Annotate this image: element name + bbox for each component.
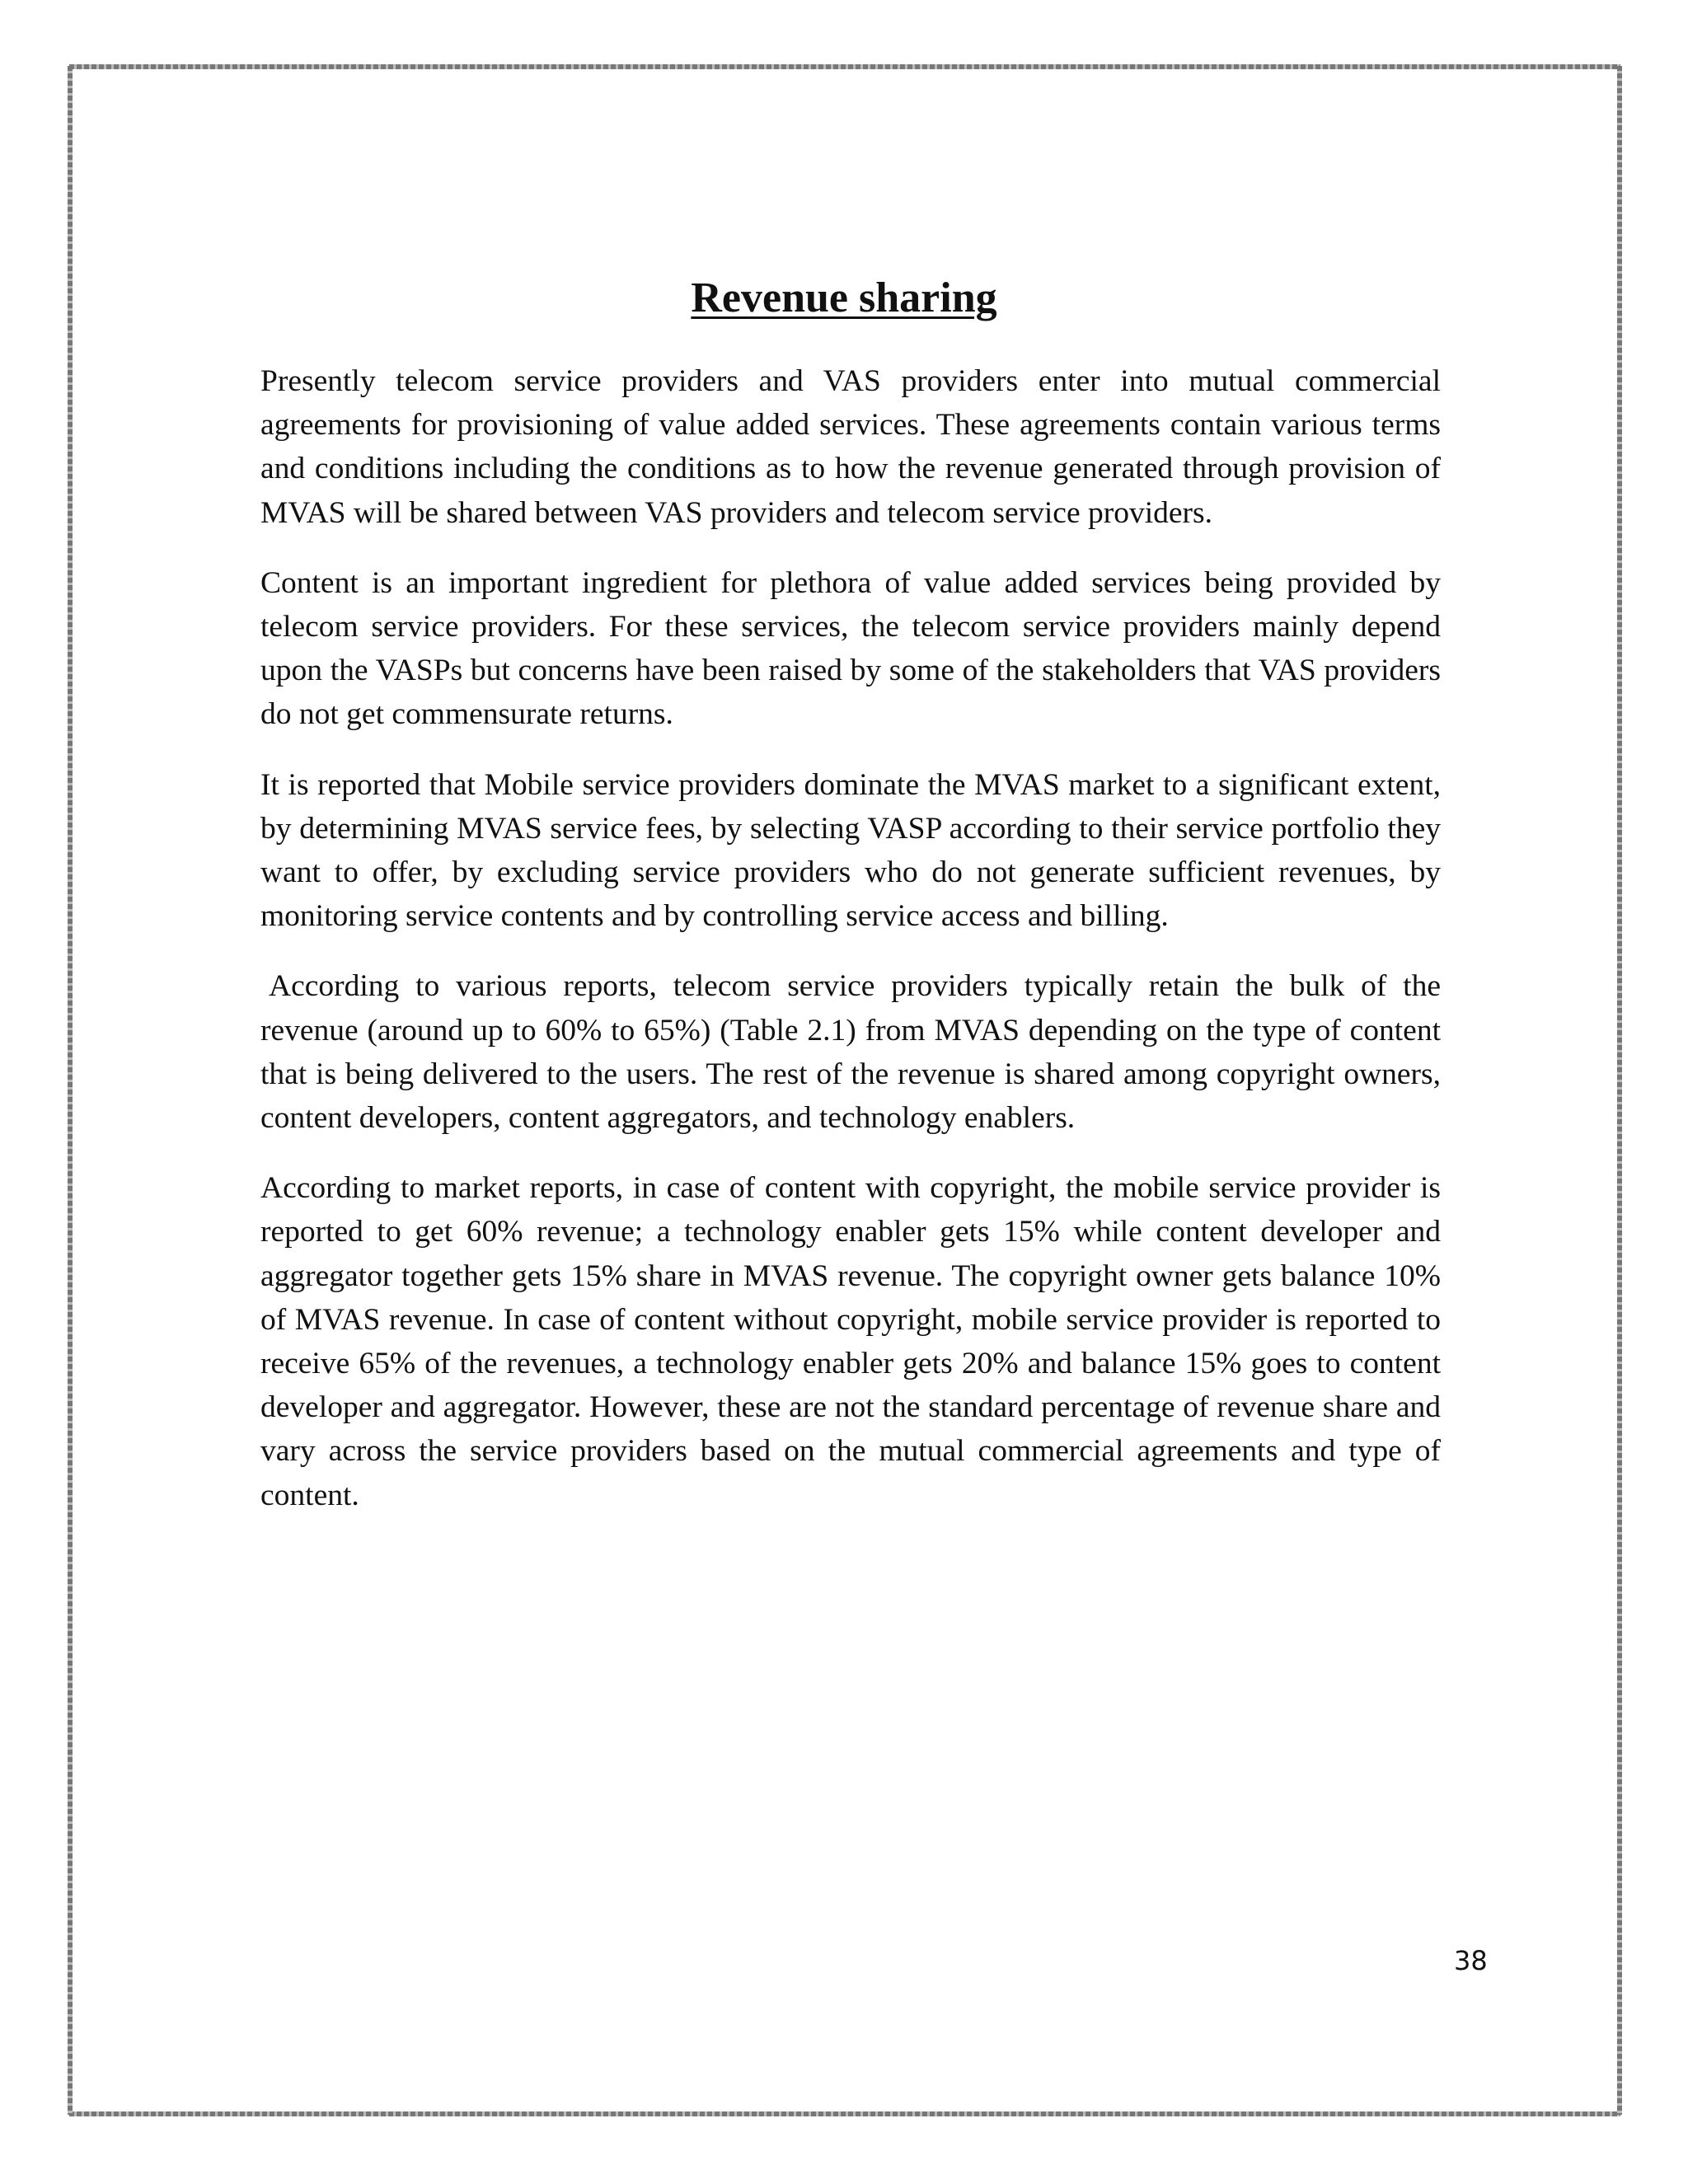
page-border-left	[68, 66, 73, 2115]
page-border-bottom	[69, 2111, 1620, 2116]
page-border-right	[1617, 66, 1622, 2115]
paragraph-5: According to market reports, in case of content with copyright, the mobile service provider is reported to get 60% revenue; a technology enabler gets 15% while content developer and aggregator together gets 15% share in MVAS revenue. The copyright owner gets balance 10% of MVAS revenue. In case of content without copyright, mobile service provider is reported to receive 65% of the revenues, a technology enabler gets 20% and balance 15% goes to content developer and aggregator. However, these are not the standard percentage of revenue share and vary across the service providers based on the mutual commercial agreements and type of content.	[260, 1171, 1441, 1512]
paragraph-4: According to various reports, telecom service providers typically retain the bulk of the revenue (around up to 60% to 65%) (Table 2.1) from MVAS depending on the type of content that is being delivered to the users. The rest of the revenue is shared among copyright owners, content developers, content aggregators, and technology enablers.	[260, 969, 1441, 1136]
page-title: Revenue sharing	[691, 274, 997, 321]
document-body	[260, 359, 1441, 1544]
paragraph-1: Presently telecom service providers and VAS providers enter into mutual commercial agreements for provisioning of value added services. These agreements contain various terms and conditions including the conditions as to how the revenue generated through provision of MVAS will be shared between VAS providers and telecom service providers.	[260, 364, 1441, 530]
paragraph-3: It is reported that Mobile service providers dominate the MVAS market to a significant extent, by determining MVAS service fees, by selecting VASP according to their service portfolio they want to offer, by excluding service providers who do not generate sufficient revenues, by monitoring service contents and by controlling service access and billing.	[260, 767, 1441, 934]
page-number: 38	[1454, 1945, 1488, 1976]
paragraph-2: Content is an important ingredient for plethora of value added services being provided by telecom service providers. For these services, the telecom service providers mainly depend upon the VASPs but concerns have been raised by some of the stakeholders that VAS providers do not get commensurate returns.	[260, 565, 1441, 732]
page-border-top	[69, 64, 1620, 69]
